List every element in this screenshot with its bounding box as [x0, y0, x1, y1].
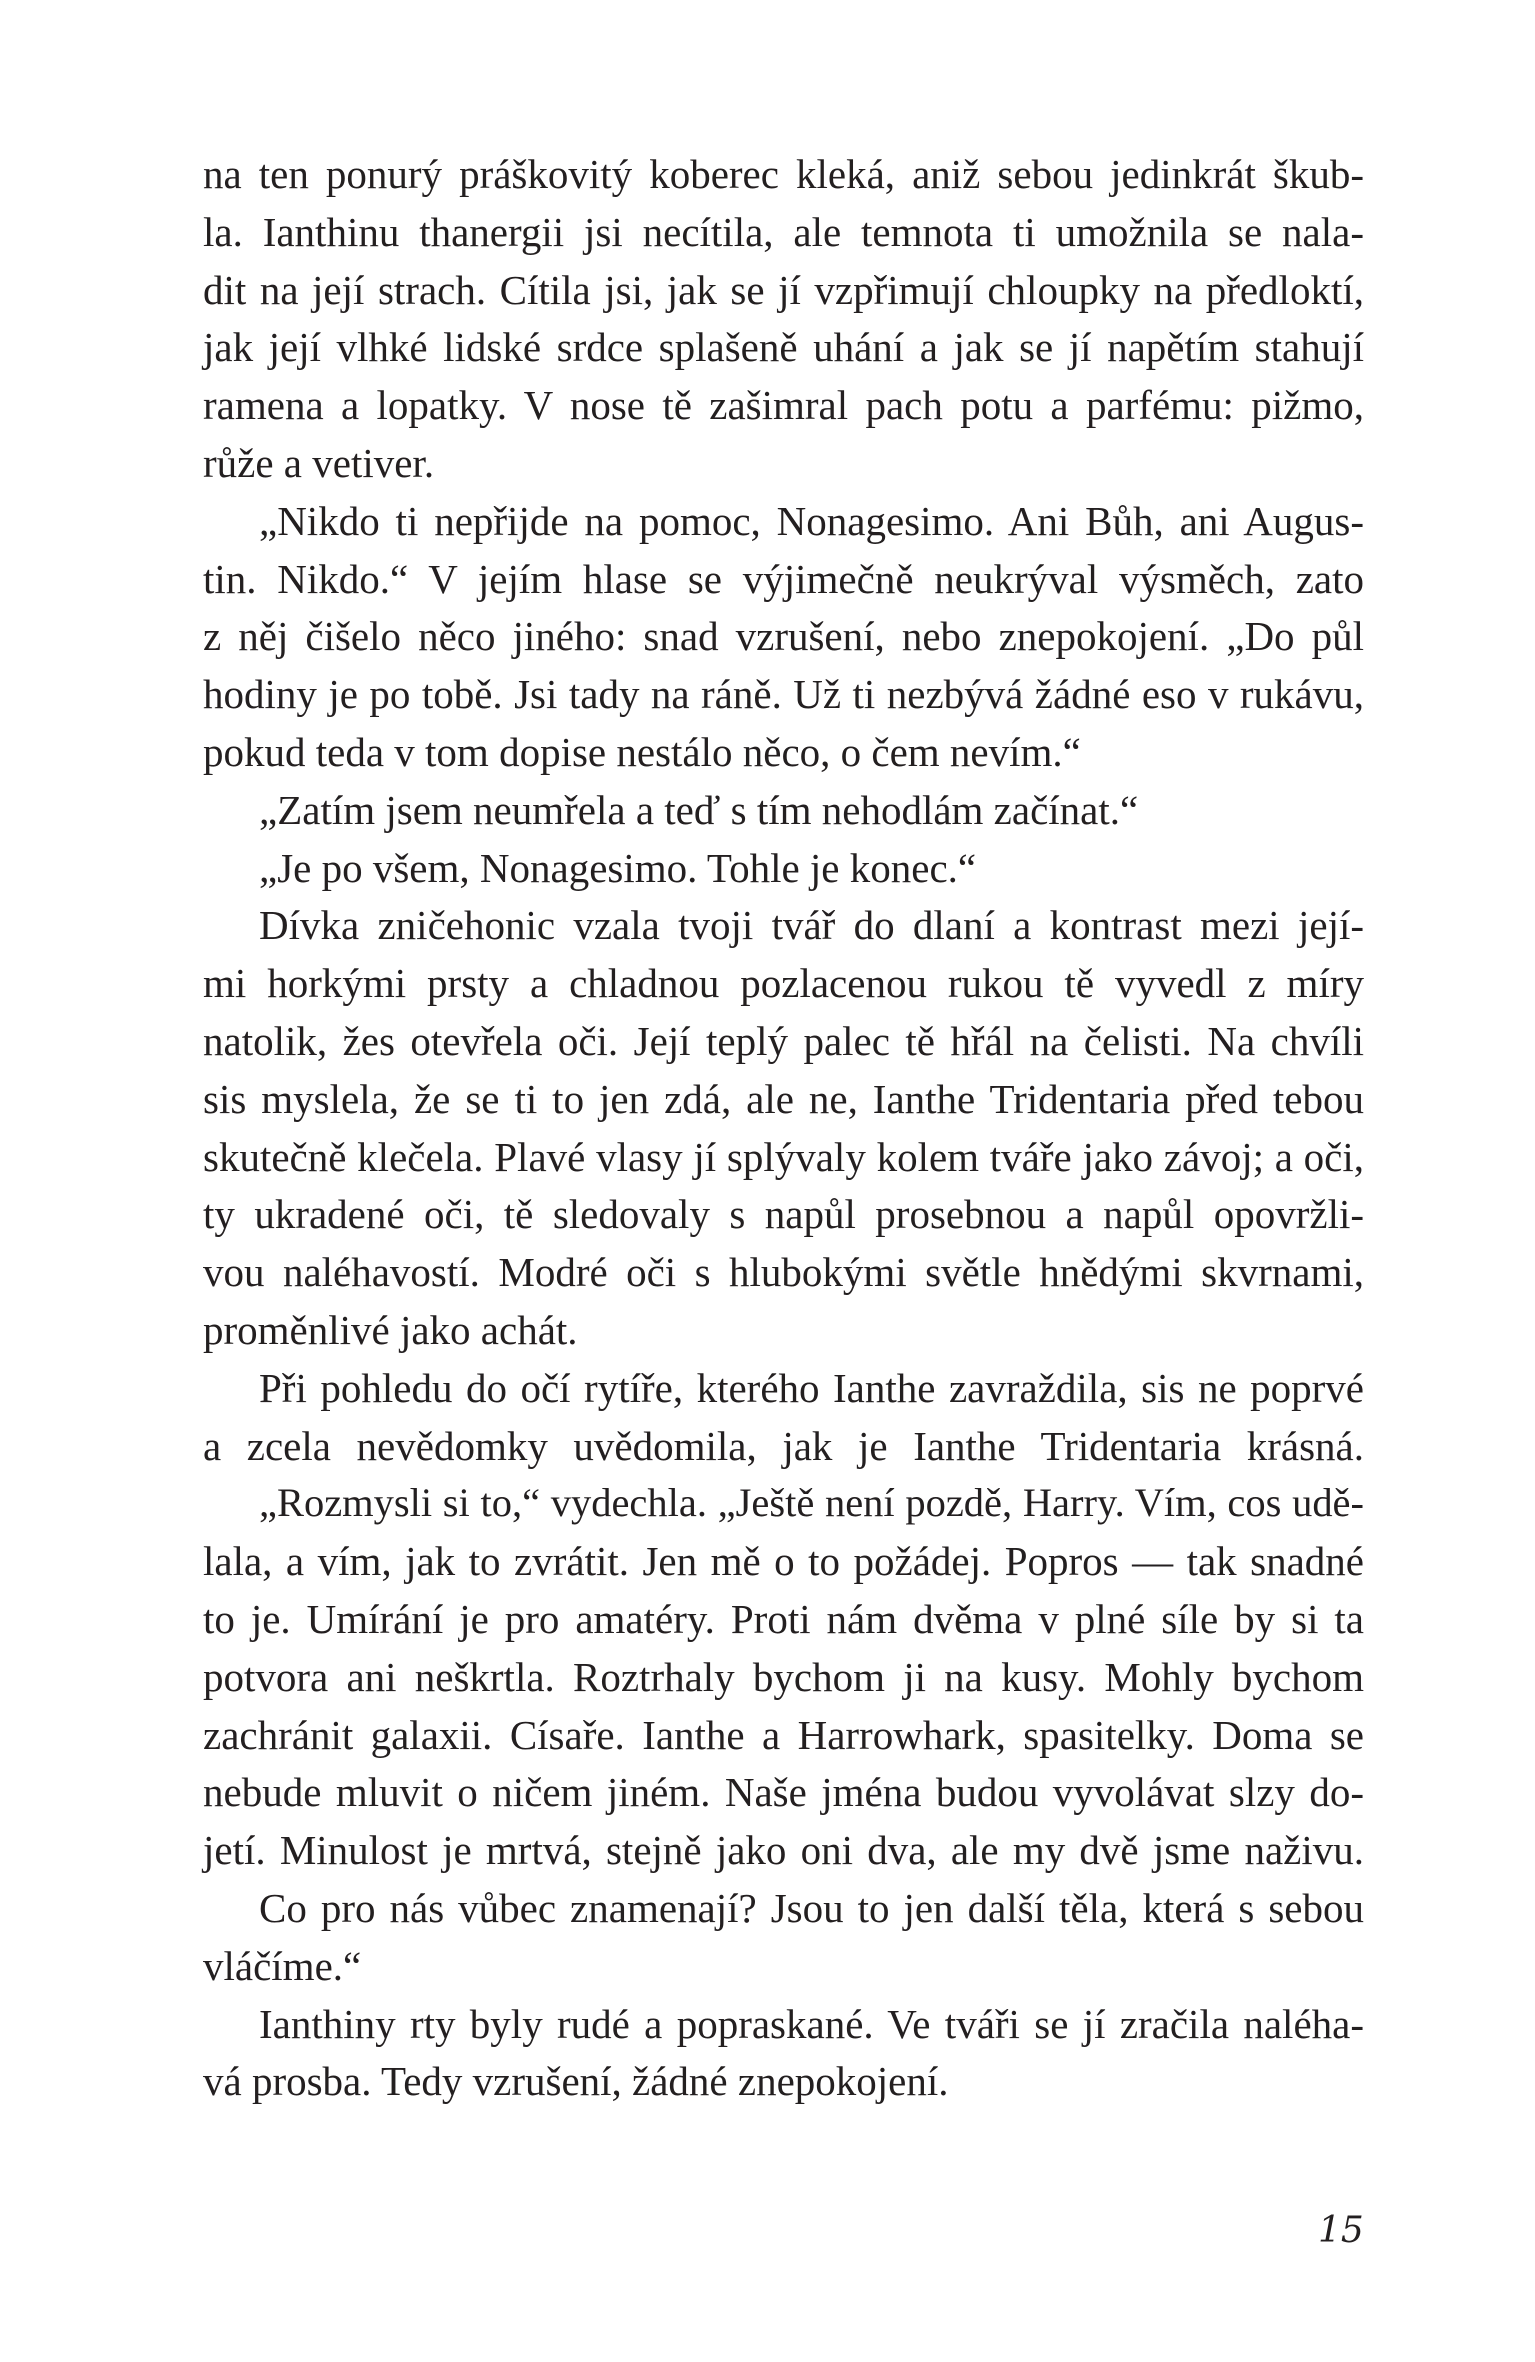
text-line: Dívka zničehonic vzala tvoji tvář do dlaní a kontrast mezi její-: [259, 902, 1364, 949]
text-line: růže a vetiver.: [203, 439, 435, 486]
text-line: sis myslela, že se ti to jen zdá, ale ne, Ianthe Tridentaria před tebou: [203, 1075, 1364, 1122]
text-line: a zcela nevědomky uvědomila, jak je Ianthe Tridentaria krásná.: [203, 1422, 1364, 1469]
text-line: vá prosba. Tedy vzrušení, žádné znepokojení.: [203, 2058, 949, 2105]
text-line: potvora ani neškrtla. Roztrhaly bychom ji na kusy. Mohly bychom: [203, 1653, 1364, 1700]
text-line: „Nikdo ti nepřijde na pomoc, Nonagesimo. Ani Bůh, ani Augus-: [259, 497, 1364, 544]
text-line: vou naléhavostí. Modré oči s hlubokými světle hnědými skvrnami,: [203, 1249, 1364, 1296]
text-line: to je. Umírání je pro amatéry. Proti nám dvěma v plné síle by si ta: [203, 1595, 1364, 1642]
text-line: z něj čišelo něco jiného: snad vzrušení, nebo znepokojení. „Do půl: [203, 613, 1364, 660]
body-text: [203, 150, 1364, 2115]
text-line: „Rozmysli si to,“ vydechla. „Ještě není pozdě, Harry. Vím, cos udě-: [259, 1480, 1364, 1526]
text-line: tin. Nikdo.“ V jejím hlase se výjimečně neukrýval výsměch, zato: [203, 555, 1364, 602]
text-line: na ten ponurý práškovitý koberec kleká, aniž sebou jedinkrát škub-: [203, 151, 1364, 197]
text-line: proměnlivé jako achát.: [203, 1306, 578, 1353]
text-line: nebude mluvit o ničem jiném. Naše jména budou vyvolávat slzy do-: [203, 1769, 1364, 1816]
text-line: Při pohledu do očí rytíře, kterého Ianthe zavraždila, sis ne poprvé: [259, 1364, 1364, 1411]
text-line: skutečně klečela. Plavé vlasy jí splývaly kolem tváře jako závoj; a oči,: [203, 1133, 1364, 1180]
text-line: mi horkými prsty a chladnou pozlacenou rukou tě vyvedl z míry: [203, 960, 1364, 1007]
text-line: la. Ianthinu thanergii jsi necítila, ale temnota ti umožnila se nala-: [203, 208, 1364, 255]
text-line: jetí. Minulost je mrtvá, stejně jako oni dva, ale my dvě jsme naživu.: [203, 1827, 1364, 1874]
text-line: zachránit galaxii. Císaře. Ianthe a Harrowhark, spasitelky. Doma se: [203, 1711, 1364, 1758]
text-line: vláčíme.“: [203, 1942, 362, 1989]
text-line: „Je po všem, Nonagesimo. Tohle je konec.“: [259, 844, 977, 891]
text-line: dit na její strach. Cítila jsi, jak se jí vzpřimují chloupky na předloktí,: [203, 266, 1364, 313]
text-line: hodiny je po tobě. Jsi tady na ráně. Už ti nezbývá žádné eso v rukávu,: [203, 671, 1364, 718]
text-line: natolik, žes otevřela oči. Její teplý palec tě hřál na čelisti. Na chvíli: [203, 1017, 1364, 1064]
text-line: ramena a lopatky. V nose tě zašimral pach potu a parfému: pižmo,: [203, 382, 1364, 429]
page-number: 15: [1318, 2210, 1364, 2251]
text-line: Ianthiny rty byly rudé a popraskané. Ve tváři se jí zračila naléha-: [259, 2000, 1364, 2047]
text-line: Co pro nás vůbec znamenají? Jsou to jen další těla, která s sebou: [259, 1884, 1364, 1931]
text-line: „Zatím jsem neumřela a teď s tím nehodlám začínat.“: [259, 786, 1139, 833]
text-line: jak její vlhké lidské srdce splašeně uhání a jak se jí napětím stahují: [203, 324, 1364, 371]
text-line: ty ukradené oči, tě sledovaly s napůl prosebnou a napůl opovržli-: [203, 1191, 1364, 1238]
text-line: pokud teda v tom dopise nestálo něco, o čem nevím.“: [203, 728, 1081, 775]
text-line: lala, a vím, jak to zvrátit. Jen mě o to požádej. Popros — tak snadné: [203, 1538, 1364, 1585]
